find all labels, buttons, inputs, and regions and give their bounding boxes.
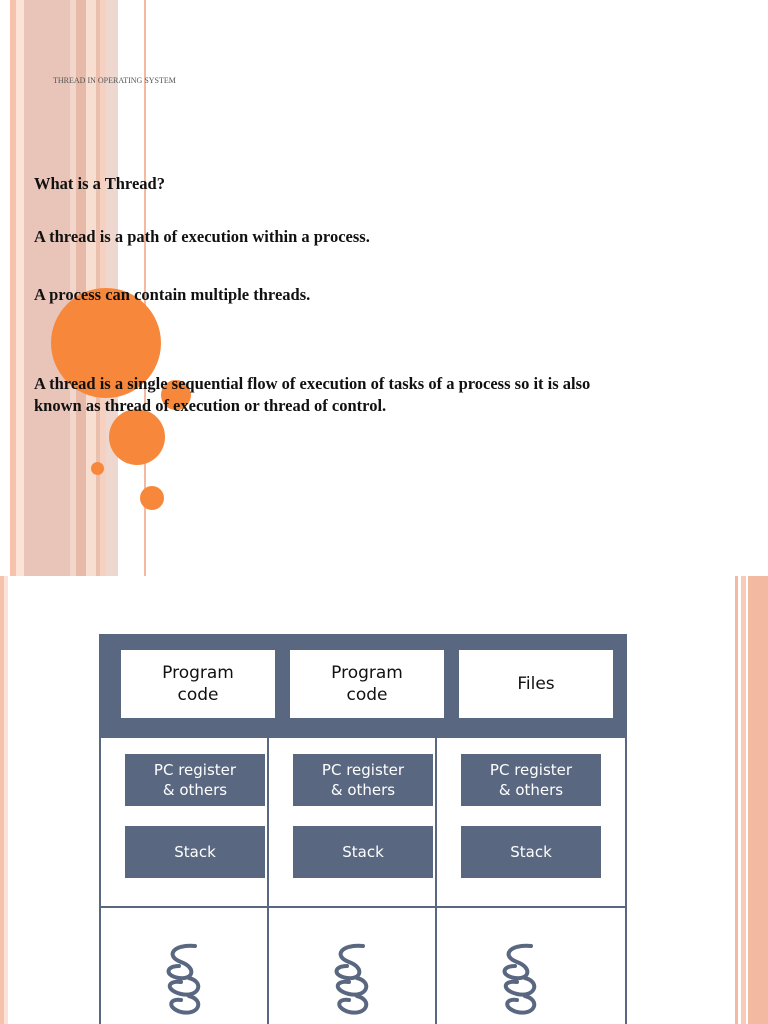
stack-box: Stack: [125, 826, 265, 878]
decorative-circle-medium: [109, 409, 165, 465]
definition-line-1: A thread is a path of execution within a process.: [34, 227, 370, 246]
thread-column-3: [437, 738, 625, 906]
pc-register-box: PC register & others: [461, 754, 601, 806]
pc-register-box: PC register & others: [293, 754, 433, 806]
slide-title: THREAD IN OPERATING SYSTEM: [53, 76, 176, 85]
thread-cell-1: [101, 908, 267, 1024]
question-heading: What is a Thread?: [34, 174, 165, 193]
thread-squiggle-icon: [327, 942, 379, 1022]
thread-cell-3: [437, 908, 625, 1024]
thread-cell-2: [269, 908, 435, 1024]
shared-program-code-1: Program code: [121, 650, 275, 718]
definition-line-3b: known as thread of execution or thread of control.: [34, 396, 387, 415]
thread-column-2: [269, 738, 435, 906]
shared-files: Files: [459, 650, 613, 718]
decorative-circle-tiny: [91, 462, 104, 475]
pc-register-box: PC register & others: [125, 754, 265, 806]
definition-line-3a: A thread is a single sequential flow of execution of tasks of a process so it is also: [34, 374, 591, 393]
stack-box: Stack: [293, 826, 433, 878]
thread-diagram: [99, 634, 627, 1024]
stack-box: Stack: [461, 826, 601, 878]
decorative-circle-small-2: [140, 486, 164, 510]
thread-squiggle-icon: [159, 942, 211, 1022]
thread-squiggle-icon: [495, 942, 547, 1022]
slide-2: [0, 576, 768, 1024]
definition-line-2: A process can contain multiple threads.: [34, 285, 311, 304]
thread-column-1: [101, 738, 267, 906]
shared-program-code-2: Program code: [290, 650, 444, 718]
